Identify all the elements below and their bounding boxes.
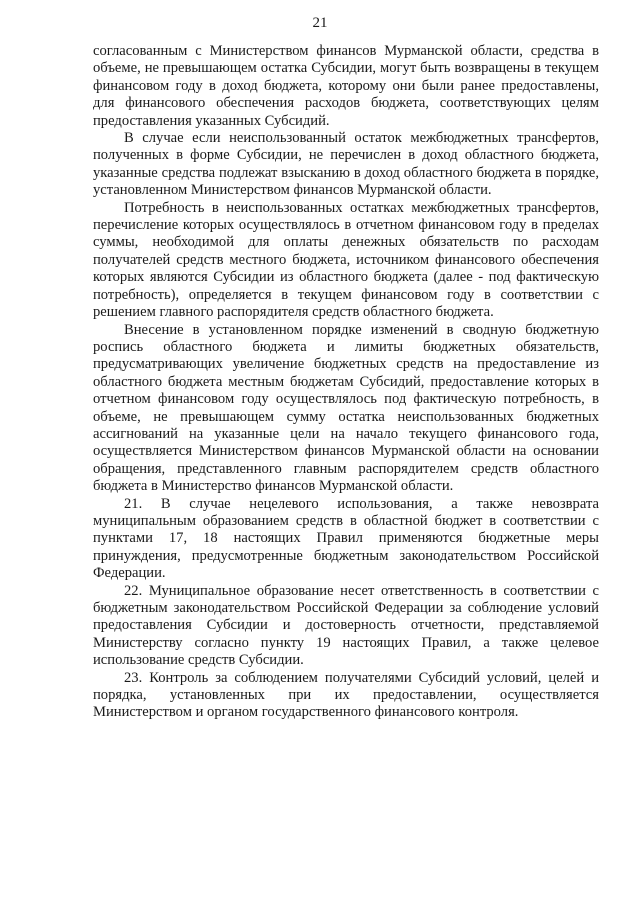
paragraph-actual-need: Потребность в неиспользованных остатках межбюджетных трансфертов, перечисление которых осуществлялось в отчетном финансовом году в пределах суммы, необходимой для оплаты денежных обязательств по расходам получателей средств местного бюджета, источником финансового обеспечения которых являются Субсидии из областного бюджета (далее - под фактическую потребность), определяется в текущем финансовом году в соответствии с решением главного распорядителя средств областного бюджета. <box>93 199 599 321</box>
paragraph-item-21: 21. В случае нецелевого использования, а также невозврата муниципальным образованием средств в областной бюджет в соответствии с пунктами 17, 18 настоящих Правил применяются бюджетные меры принуждения, предусмотренные бюджетным законодательством Российской Федерации. <box>93 495 599 582</box>
paragraph-item-23: 23. Контроль за соблюдением получателями Субсидий условий, целей и порядка, установленных при их предоставлении, осуществляется Министерством и органом государственного финансового контроля. <box>93 669 599 721</box>
document-body <box>93 43 599 722</box>
paragraph-unreturned-balance: В случае если неиспользованный остаток межбюджетных трансфертов, полученных в форме Субсидии, не перечислен в доход областного бюджета, указанные средства подлежат взысканию в доход областного бюджета в порядке, установленном Министерством финансов Мурманской области. <box>93 130 599 199</box>
page-number: 21 <box>312 15 328 31</box>
paragraph-budget-changes: Внесение в установленном порядке изменений в сводную бюджетную роспись областного бюджета и лимиты бюджетных обязательств, предусматривающих увеличение бюджетных средств на предоставление из областного бюджета местным бюджетам Субсидий, предоставление которых в отчетном финансовом году осуществлялось под фактическую потребность, в объеме, не превышающем сумму остатка неиспользованных бюджетных ассигнований на указанные цели на начало текущего финансового года, осуществляется Министерством финансов Мурманской области на основании обращения, представленного главным распорядителем средств областного бюджета в Министерство финансов Мурманской области. <box>93 321 599 495</box>
paragraph-continuation: согласованным с Министерством финансов Мурманской области, средства в объеме, не превышающем остатка Субсидии, могут быть возвращены в текущем финансовом году в доход бюджета, которому они были ранее предоставлены, для финансового обеспечения расходов бюджета, соответствующих целям предоставления указанных Субсидий. <box>93 43 599 129</box>
paragraph-item-22: 22. Муниципальное образование несет ответственность в соответствии с бюджетным законодательством Российской Федерации за соблюдение условий предоставления Субсидии и достоверность отчетности, представляемой Министерству согласно пункту 19 настоящих Правил, а также целевое использование средств Субсидии. <box>93 582 599 669</box>
